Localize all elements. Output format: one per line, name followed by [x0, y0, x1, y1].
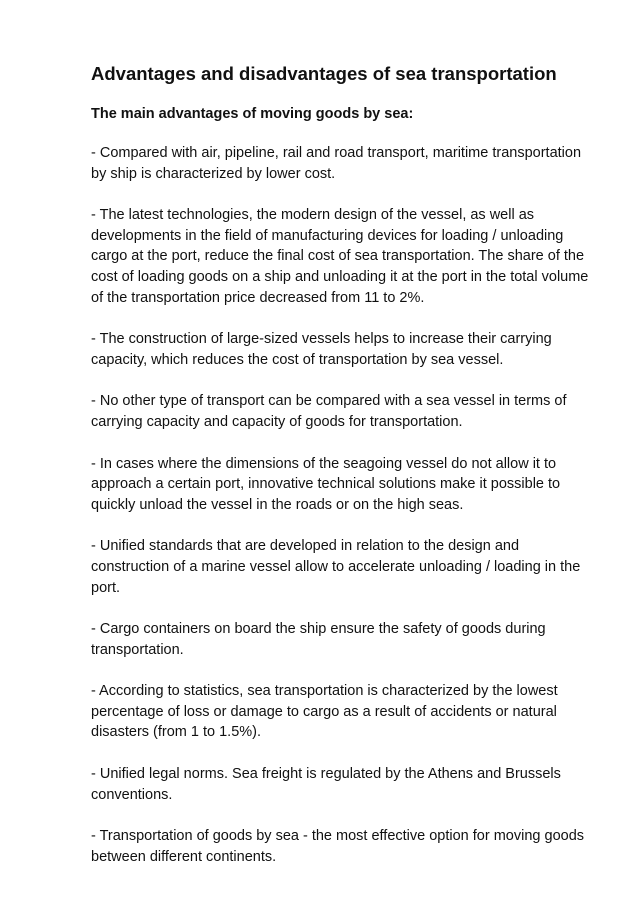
section-heading: The main advantages of moving goods by sea: — [91, 106, 414, 122]
paragraph-unified-standards: - Unified standards that are developed in relation to the design and construction of a marine vessel allow to accelerate unloading / loading in the port. — [91, 538, 581, 596]
paragraph-between-continents: - Transportation of goods by sea - the most effective option for moving goods between different continents. — [91, 828, 585, 865]
paragraph-carrying-capacity: - No other type of transport can be compared with a sea vessel in terms of carrying capacity and capacity of goods for transportation. — [91, 393, 567, 430]
paragraph-large-vessels: - The construction of large-sized vessels helps to increase their carrying capacity, which reduces the cost of transportation by sea vessel. — [91, 331, 552, 368]
paragraph-high-seas-unloading: - In cases where the dimensions of the seagoing vessel do not allow it to approach a certain port, innovative technical solutions make it possible to quickly unload the vessel in the roads or on the high seas. — [91, 455, 561, 513]
paragraph-legal-norms: - Unified legal norms. Sea freight is regulated by the Athens and Brussels conventions. — [91, 766, 561, 803]
document-title: Advantages and disadvantages of sea transportation — [91, 63, 557, 84]
paragraph-statistics: - According to statistics, sea transportation is characterized by the lowest percentage of loss or damage to cargo as a result of accidents or natural disasters (from 1 to 1.5%). — [91, 683, 558, 741]
paragraph-lower-cost: - Compared with air, pipeline, rail and road transport, maritime transportation by ship is characterized by lower cost. — [91, 145, 582, 182]
paragraph-latest-technologies: - The latest technologies, the modern design of the vessel, as well as developments in the field of manufacturing devices for loading / unloading cargo at the port, reduce the final cost of sea transportation. The share of the cost of loading goods on a ship and unloading it at the port in the total volume of the transportation price decreased from 11 to 2%. — [91, 207, 589, 306]
paragraph-cargo-containers: - Cargo containers on board the ship ensure the safety of goods during transportation. — [91, 621, 546, 658]
document-page — [91, 62, 591, 888]
